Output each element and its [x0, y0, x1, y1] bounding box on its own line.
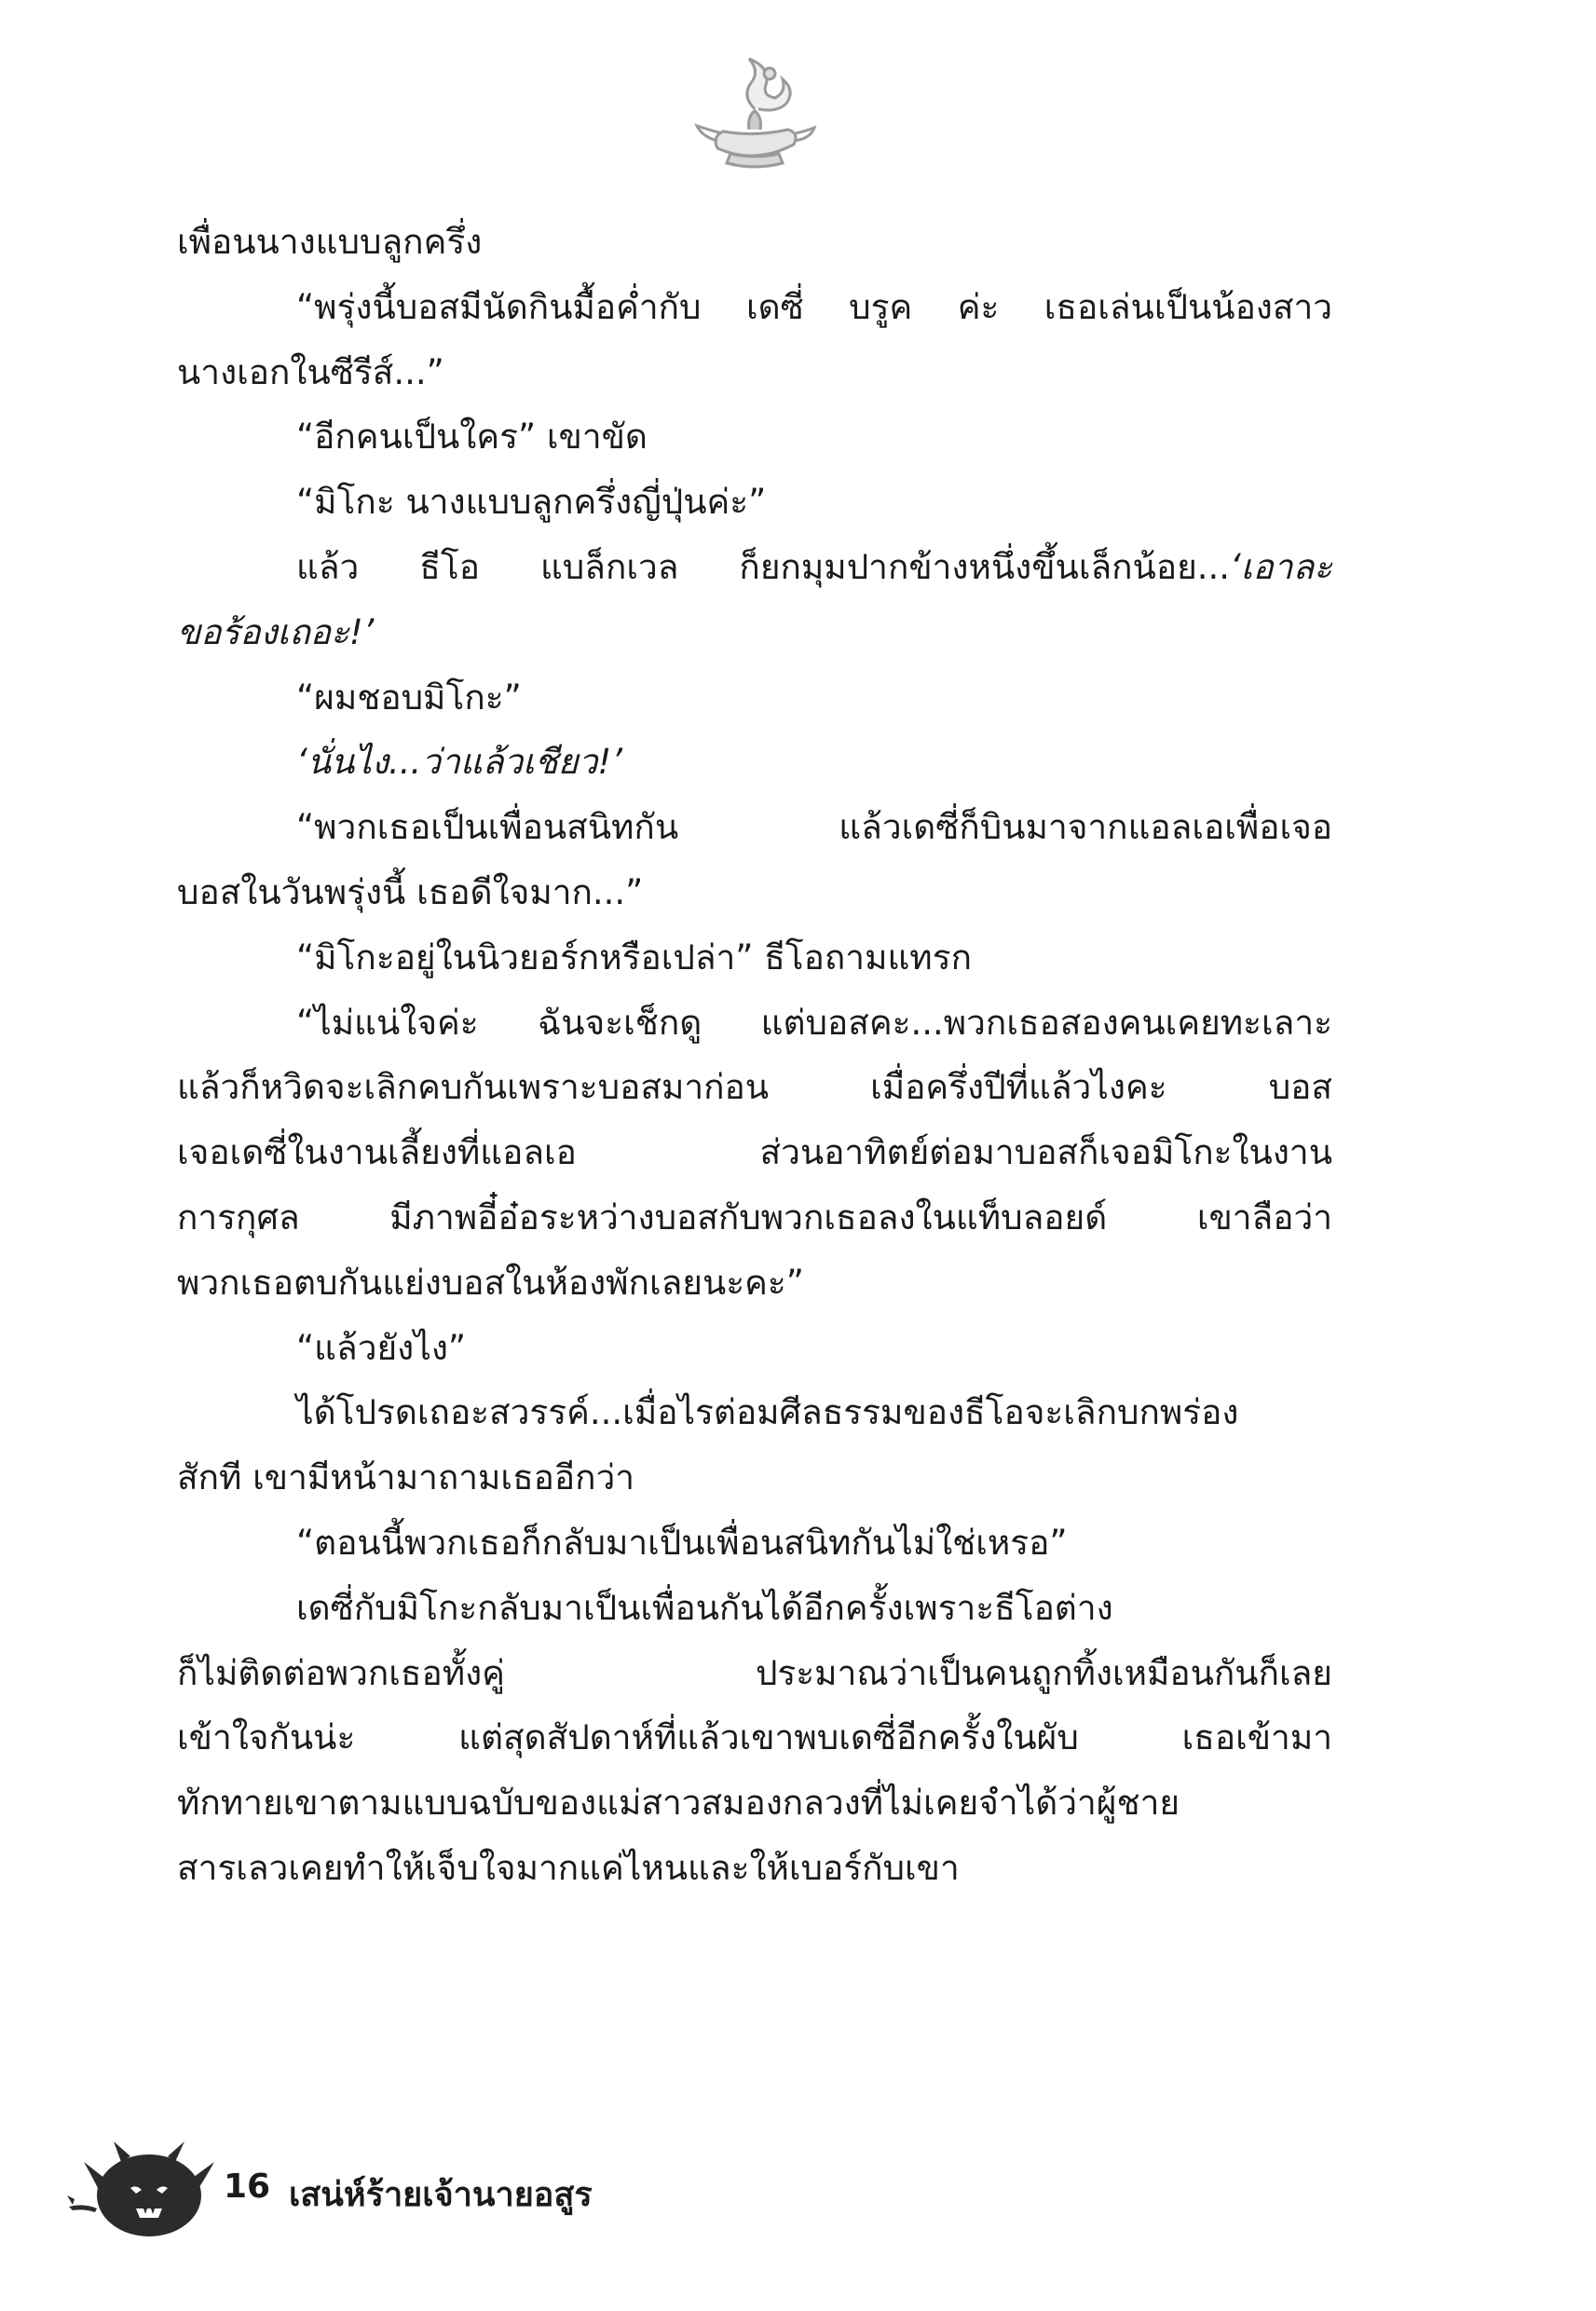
text-line: “ไม่แน่ใจค่ะ ฉันจะเช็กดู แต่บอสคะ...พวกเธอสองคนเคยทะเลาะ — [296, 1002, 1332, 1043]
devil-mascot-icon — [65, 2134, 228, 2246]
page-number: 16 — [224, 2167, 271, 2206]
text-line: นางเอกในซีรีส์...” — [177, 351, 444, 392]
text-line: “มิโกะอยู่ในนิวยอร์กหรือเปล่า” ธีโอถามแทรก — [296, 937, 972, 978]
text-line: พวกเธอตบกันแย่งบอสในห้องพักเลยนะคะ” — [177, 1262, 804, 1303]
text-line: ได้โปรดเถอะสวรรค์...เมื่อไรต่อมศีลธรรมของธีโอจะเลิกบกพร่อง — [296, 1392, 1239, 1433]
text-line: “ตอนนี้พวกเธอก็กลับมาเป็นเพื่อนสนิทกันไม่ใช่เหรอ” — [296, 1522, 1068, 1563]
italic-thought: ‘เอาละ — [1230, 546, 1332, 587]
text-line: เข้าใจกันน่ะ แต่สุดสัปดาห์ที่แล้วเขาพบเดซี่อีกครั้งในผับ เธอเข้ามา — [177, 1717, 1332, 1758]
narration-text: แล้ว ธีโอ แบล็กเวล ก็ยกมุมปากข้างหนึ่งขึ้นเล็กน้อย... — [296, 546, 1231, 587]
genie-lamp-icon — [689, 51, 820, 177]
text-line: แล้วก็หวิดจะเลิกคบกันเพราะบอสมาก่อน เมื่อครึ่งปีที่แล้วไงคะ บอส — [177, 1067, 1332, 1108]
text-line: “พรุ่งนี้บอสมีนัดกินมื้อค่ำกับ เดซี่ บรูค ค่ะ เธอเล่นเป็นน้องสาว — [296, 286, 1332, 327]
text-line: เจอเดซี่ในงานเลี้ยงที่แอลเอ ส่วนอาทิตย์ต่อมาบอสก็เจอมิโกะในงาน — [177, 1132, 1332, 1173]
text-line: เดซี่กับมิโกะกลับมาเป็นเพื่อนกันได้อีกครั้งเพราะธีโอต่าง — [296, 1587, 1113, 1628]
text-line: บอสในวันพรุ่งนี้ เธอดีใจมาก...” — [177, 871, 644, 912]
text-line: สักที เขามีหน้ามาถามเธออีกว่า — [177, 1457, 635, 1498]
running-title: เสน่ห์ร้ายเจ้านายอสูร — [289, 2176, 593, 2214]
text-line: ก็ไม่ติดต่อพวกเธอทั้งคู่ ประมาณว่าเป็นคนถูกทิ้งเหมือนกันก็เลย — [177, 1652, 1332, 1693]
text-line: ขอร้องเถอะ!’ — [177, 611, 375, 652]
text-line: “ผมชอบมิโกะ” — [296, 677, 522, 718]
text-line: “พวกเธอเป็นเพื่อนสนิทกัน แล้วเดซี่ก็บินมาจากแอลเอเพื่อเจอ — [296, 807, 1332, 848]
text-line: ทักทายเขาตามแบบฉบับของแม่สาวสมองกลวงที่ไม่เคยจำได้ว่าผู้ชาย — [177, 1783, 1180, 1824]
text-line: เพื่อนนางแบบลูกครึ่ง — [177, 222, 483, 262]
page-footer — [65, 2134, 717, 2246]
text-line: “มิโกะ นางแบบลูกครึ่งญี่ปุ่นค่ะ” — [296, 482, 767, 523]
text-line: ‘นั่นไง...ว่าแล้วเชียว!’ — [296, 742, 622, 783]
text-line: การกุศล มีภาพอี๋อ๋อระหว่างบอสกับพวกเธอลงในแท็บลอยด์ เขาลือว่า — [177, 1197, 1332, 1238]
text-line — [177, 535, 1332, 600]
body-text — [177, 210, 1332, 1901]
text-line: “อีกคนเป็นใคร” เขาขัด — [296, 417, 648, 458]
text-line: สารเลวเคยทำให้เจ็บใจมากแค่ไหนและให้เบอร์กับเขา — [177, 1847, 960, 1888]
text-line: “แล้วยังไง” — [296, 1327, 467, 1368]
